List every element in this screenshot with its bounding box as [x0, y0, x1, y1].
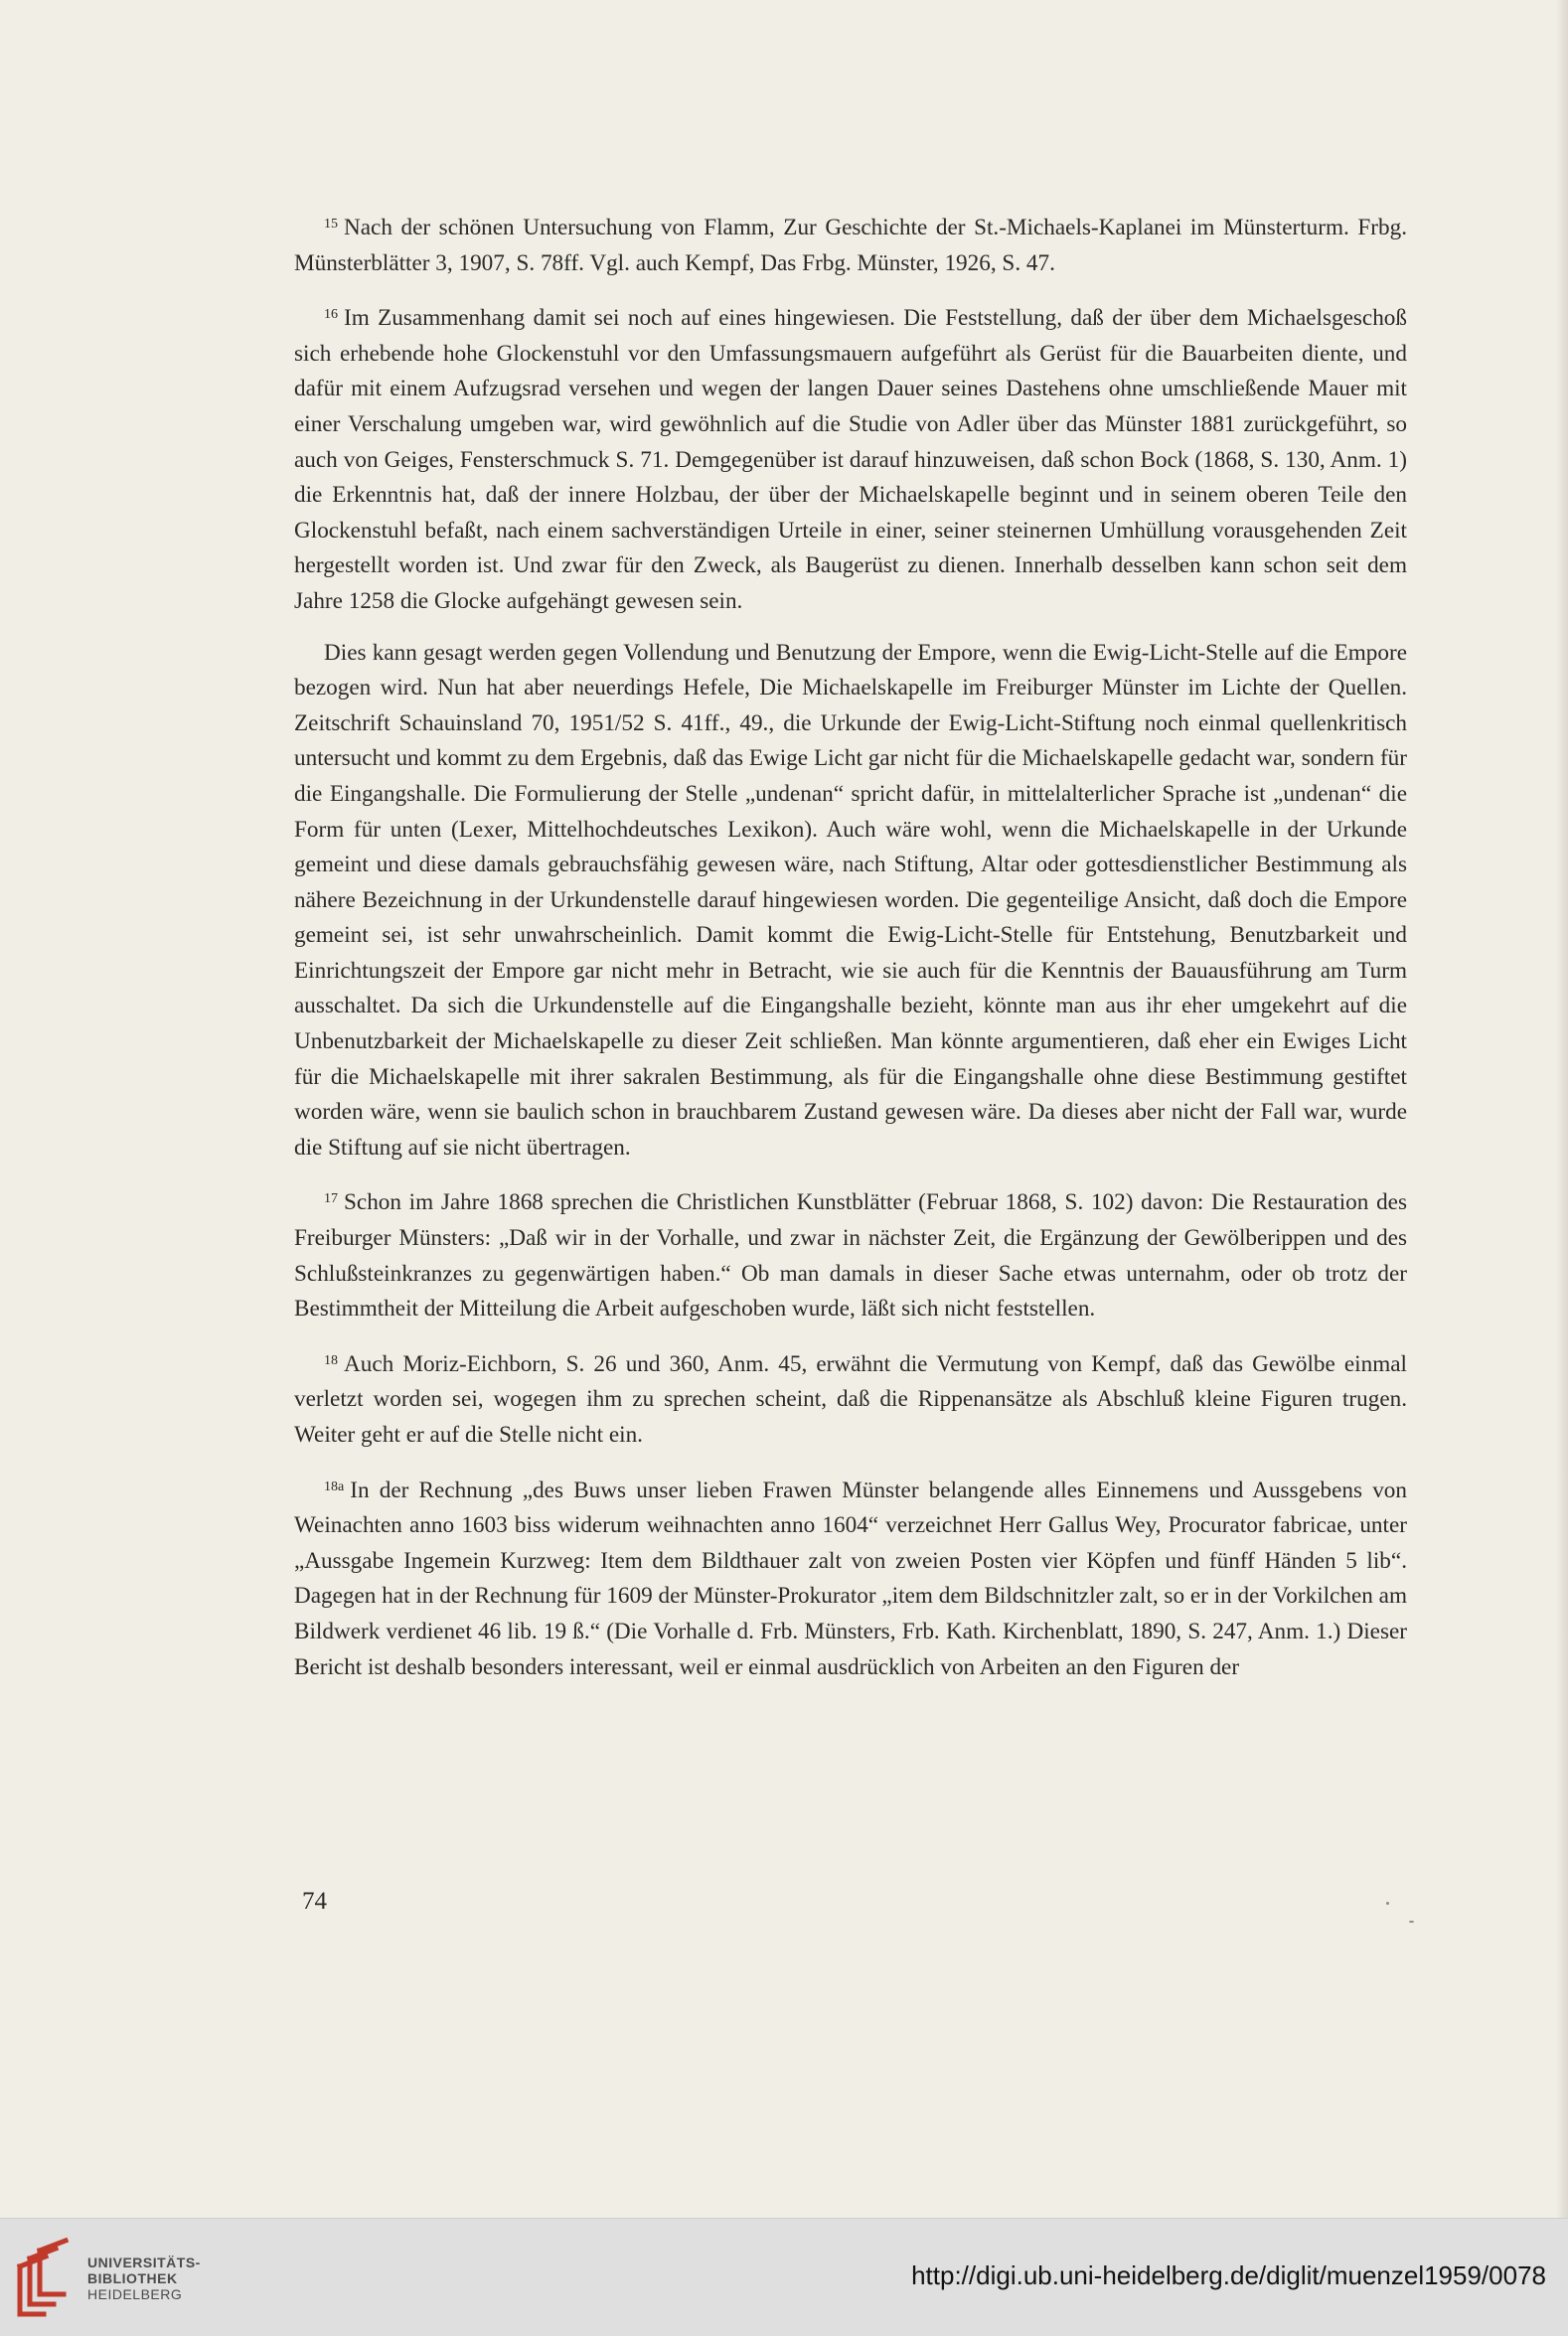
footnote-number: 16	[324, 307, 338, 323]
library-name	[87, 2255, 201, 2302]
permalink-url[interactable]: http://digi.ub.uni-heidelberg.de/diglit/muenzel1959/0078	[911, 2260, 1546, 2290]
footnote-15	[294, 207, 1407, 281]
footnote-16-continuation	[294, 636, 1407, 1167]
page-edge-shadow	[1556, 0, 1568, 2218]
footnote-number: 18	[324, 1352, 338, 1368]
footnote-16	[294, 297, 1407, 619]
library-name-line: UNIVERSITÄTS-	[87, 2255, 201, 2270]
footnote-text: Nach der schönen Untersuchung von Flamm, Zur Geschichte der St.-Michaels-Kaplanei im Münsterturm. Frbg. Münsterblätter 3, 1907, S. 78ff. Vgl. auch Kempf, Das Frbg. Münster, 1926, S. 47.	[294, 215, 1407, 276]
footnote-number: 17	[324, 1191, 338, 1207]
footnote-text: Auch Moriz-Eichborn, S. 26 und 360, Anm. 45, erwähnt die Vermutung von Kempf, daß das Gewölbe einmal verletzt worden sei, wogegen ihm zu sprechen scheint, daß die Rippenansätze als Abschluß kleine Figuren trugen. Weiter geht er auf die Stelle nicht ein.	[294, 1350, 1407, 1448]
footnote-number: 18a	[324, 1479, 345, 1494]
footnote-17	[294, 1181, 1407, 1326]
footnote-18	[294, 1343, 1407, 1454]
page-number: 74	[302, 1888, 327, 1915]
footnote-number: 15	[324, 217, 338, 232]
university-library-logo-icon	[14, 2237, 76, 2318]
footnotes-text-block	[294, 207, 1407, 1701]
paragraph-text: Dies kann gesagt werden gegen Vollendung und Benutzung der Empore, wenn die Ewig-Licht-Stelle auf die Empore bezogen wird. Nun hat aber neuerdings Hefele, Die Michaelskapelle im Freiburger Münster im Lichte der Quellen. Zeitschrift Schauinsland 70, 1951/52 S. 41ff., 49., die Urkunde der Ewig-Licht-Stiftung noch einmal quellenkritisch untersucht und kommt zu dem Ergebnis, daß das Ewige Licht gar nicht für die Michaelskapelle gedacht war, sondern für die Eingangshalle. Die Formulierung der Stelle „undenan“ spricht dafür, in mittelalterlicher Sprache ist „undenan“ die Form für unten (Lexer, Mittelhochdeutsches Lexikon). Auch wäre wohl, wenn die Michaelskapelle in der Urkunde gemeint und diese damals gebrauchsfähig gewesen wäre, nach Stiftung, Altar oder gottesdienstlicher Bestimmung als nähere Bezeichnung in der Urkundenstelle darauf hingewiesen worden. Die gegenteilige Ansicht, daß doch die Empore gemeint sei, ist sehr unwahrscheinlich. Damit kommt die Ewig-Licht-Stelle für Entstehung, Benutzbarkeit und Einrichtungszeit der Empore gar nicht mehr in Betracht, wie sie auch für die Kenntnis der Bauausführung am Turm ausschaltet. Da sich die Urkundenstelle auf die Eingangshalle bezieht, könnte man aus ihr eher umgekehrt auf die Unbenutzbarkeit der Michaelskapelle zu dieser Zeit schließen. Man könnte argumentieren, daß eher ein Ewiges Licht für die Michaelskapelle mit ihrer sakralen Bestimmung, als für die Eingangshalle ohne diese Bestimmung gestiftet worden wäre, wenn sie baulich schon in brauchbarem Zustand gewesen wäre. Da dieses aber nicht der Fall war, wurde die Stiftung auf sie nicht übertragen.	[294, 639, 1407, 1161]
scan-speck	[1386, 1902, 1389, 1905]
scan-speck	[1409, 1921, 1414, 1923]
footnote-text: Schon im Jahre 1868 sprechen die Christlichen Kunstblätter (Februar 1868, S. 102) davon: Die Restauration des Freiburger Münsters: „Daß wir in der Vorhalle, und zwar in nächster Zeit, die Ergänzung der Gewölberippen und des Schlußsteinkranzes zu gegenwärtigen haben.“ Ob man damals in dieser Sache etwas unternahm, oder ob trotz der Bestimmtheit der Mitteilung die Arbeit aufgeschoben wurde, läßt sich nicht feststellen.	[294, 1189, 1407, 1323]
footnote-18a	[294, 1470, 1407, 1686]
library-name-line: BIBLIOTHEK	[87, 2270, 178, 2286]
library-name-line: HEIDELBERG	[87, 2286, 183, 2302]
footnote-text: Im Zusammenhang damit sei noch auf eines hingewiesen. Die Feststellung, daß der über dem Michaelsgeschoß sich erhebende hohe Glockenstuhl vor den Umfassungsmauern aufgeführt als Gerüst für die Bauarbeiten diente, und dafür mit einem Aufzugsrad versehen und wegen der langen Dauer seines Dastehens ohne umschließende Mauer mit einer Verschalung umgeben war, wird gewöhnlich auf die Studie von Adler über das Münster 1881 zurückgeführt, so auch von Geiges, Fensterschmuck S. 71. Demgegenüber ist darauf hinzuweisen, daß schon Bock (1868, S. 130, Anm. 1) die Erkenntnis hat, daß der innere Holzbau, der über der Michaelskapelle beginnt und in seinem oberen Teile den Glockenstuhl befaßt, nach einem sachverständigen Urteile in einer, seiner steinernen Umhüllung vorausgehenden Zeit hergestellt worden ist. Und zwar für den Zweck, als Baugerüst zu dienen. Innerhalb desselben kann schon seit dem Jahre 1258 die Glocke aufgehängt gewesen sein.	[294, 305, 1407, 614]
digitization-footer	[0, 2218, 1568, 2336]
footnote-text: In der Rechnung „des Buws unser lieben Frawen Münster belangende alles Einnemens und Aussgebens von Weinachten anno 1603 biss widerum weihnachten anno 1604“ verzeichnet Herr Gallus Wey, Procurator fabricae, unter „Aussgabe Ingemein Kurzweg: Item dem Bildthauer zalt von zweien Posten vier Köpfen und fünff Händen 5 lib“. Dagegen hat in der Rechnung für 1609 der Münster-Prokurator „item dem Bildschnitzler zalt, so er in der Vorkilchen am Bildwerk verdienet 46 lib. 19 ß.“ (Die Vorhalle d. Frb. Münsters, Frb. Kath. Kirchenblatt, 1890, S. 247, Anm. 1.) Dieser Bericht ist deshalb besonders interessant, weil er einmal ausdrücklich von Arbeiten an den Figuren der	[294, 1477, 1407, 1680]
